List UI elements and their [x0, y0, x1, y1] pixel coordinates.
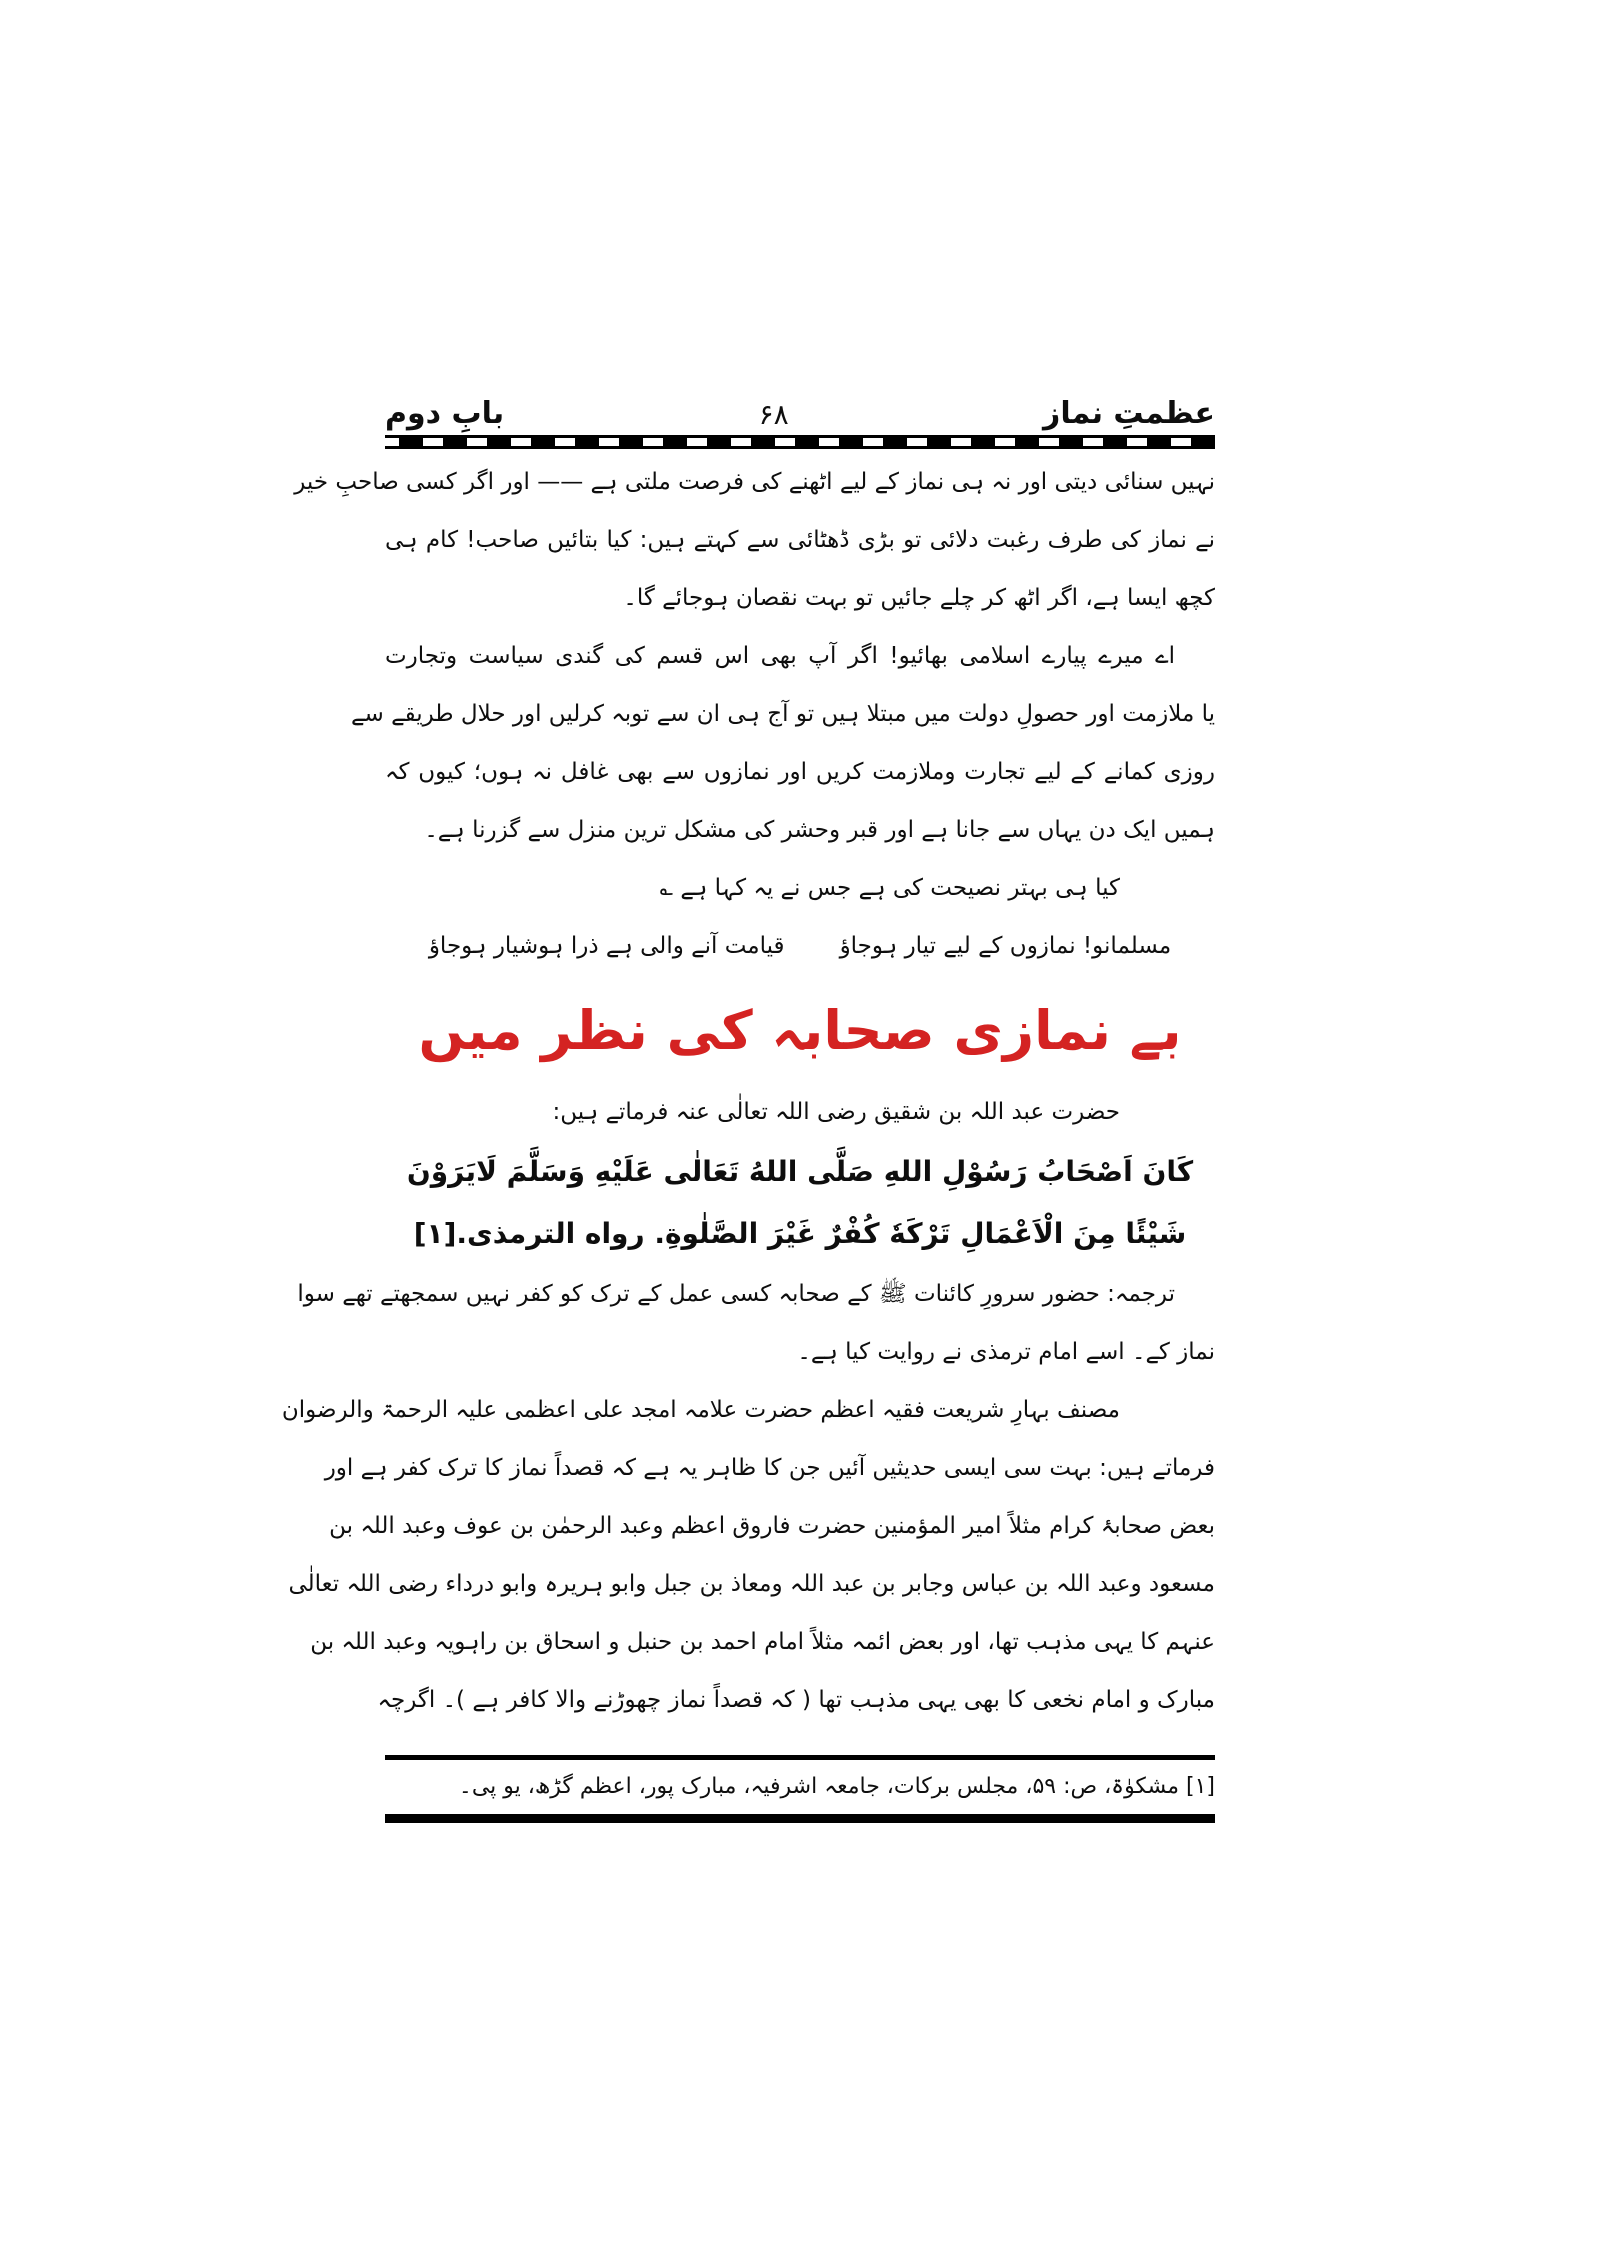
paragraph-6-line-4: مسعود وعبد اللہ بن عباس وجابر بن عبد اللہ ومعاذ بن جبل وابو ہریرہ وابو درداء رضی اللہ تعالٰی: [288, 1571, 1215, 1597]
header-book-title: عظمتِ نماز: [1043, 396, 1215, 431]
verse-second-hemistich: قیامت آنے والی ہے ذرا ہوشیار ہوجاؤ: [428, 933, 785, 959]
paragraph-6-line-5: عنہم کا یہی مذہب تھا، اور بعض ائمہ مثلاً امام احمد بن حنبل و اسحاق بن راہویہ وعبد اللہ بن: [310, 1629, 1215, 1655]
paragraph-2-line-3: روزی کمانے کے لیے تجارت وملازمت کریں اور نمازوں سے بھی غافل نہ ہوں؛ کیوں کہ: [385, 759, 1215, 785]
bottom-rule: [385, 1814, 1215, 1823]
footnote-text: [۱] مشکوٰۃ، ص: ۵۹، مجلس برکات، جامعہ اشرفیہ، مبارک پور، اعظم گڑھ، یو پی۔: [458, 1774, 1215, 1799]
translation-line-2: نماز کے۔ اسے امام ترمذی نے روایت کیا ہے۔: [797, 1339, 1215, 1365]
paragraph-1-line-3: کچھ ایسا ہے، اگر اٹھ کر چلے جائیں تو بہت نقصان ہوجائے گا۔: [623, 585, 1215, 611]
translation-paragraph: [297, 1265, 1215, 1381]
paragraph-6-line-2: فرماتے ہیں: بہت سی ایسی حدیثیں آئیں جن کا ظاہر یہ ہے کہ قصداً نماز کا ترک کفر ہے اور: [324, 1455, 1215, 1481]
paragraph-1: [294, 453, 1215, 627]
paragraph-6: [281, 1381, 1215, 1729]
paragraph-1-line-1: نہیں سنائی دیتی اور نہ ہی نماز کے لیے اٹھنے کی فرصت ملتی ہے —— اور اگر کسی صاحبِ خیر: [294, 469, 1215, 495]
arabic-line-2: شَيْئًا مِنَ الْاَعْمَالِ تَرْكَهٗ كُفْرٌ غَيْرَ الصَّلٰوةِ. رواه الترمذى.[۱]: [413, 1217, 1187, 1250]
paragraph-2-line-2: یا ملازمت اور حصولِ دولت میں مبتلا ہیں تو آج ہی ان سے توبہ کرلیں اور حلال طریقے سے: [351, 701, 1215, 727]
paragraph-6-line-3: بعض صحابۂ کرام مثلاً امیر المؤمنین حضرت فاروق اعظم وعبد الرحمٰن بن عوف وعبد اللہ بن: [329, 1513, 1215, 1539]
page-header: [385, 383, 1215, 431]
translation-line-1: ترجمہ: حضور سرورِ کائنات ﷺ کے صحابہ کسی عمل کے ترک کو کفر نہیں سمجھتے تھے سوا: [297, 1281, 1175, 1307]
paragraph-6-line-6: مبارک و امام نخعی کا بھی یہی مذہب تھا ( کہ قصداً نماز چھوڑنے والا کافر ہے )۔ اگرچہ: [377, 1687, 1215, 1713]
arabic-line-1: كَانَ اَصْحَابُ رَسُوْلِ اللهِ صَلَّى اللهُ تَعَالٰى عَلَيْهِ وَسَلَّمَ لَايَرَوْنَ: [406, 1155, 1194, 1188]
paragraph-6-line-1: مصنف بہارِ شریعت فقیہ اعظم حضرت علامہ امجد علی اعظمی علیہ الرحمۃ والرضوان: [281, 1397, 1120, 1423]
arabic-hadith: [385, 1141, 1215, 1265]
paragraph-3-line: کیا ہی بہتر نصیحت کی ہے جس نے یہ کہا ہے ؎: [659, 875, 1120, 901]
paragraph-1-line-2: نے نماز کی طرف رغبت دلائی تو بڑی ڈھٹائی سے کہتے ہیں: کیا بتائیں صاحب! کام ہی: [385, 527, 1215, 553]
verse-couplet: [385, 917, 1215, 975]
paragraph-2-line-1: اے میرے پیارے اسلامی بھائیو! اگر آپ بھی اس قسم کی گندی سیاست وتجارت: [385, 643, 1175, 669]
header-dashed-rule: [385, 435, 1215, 449]
paragraph-2-line-4: ہمیں ایک دن یہاں سے جانا ہے اور قبر وحشر کی مشکل ترین منزل سے گزرنا ہے۔: [424, 817, 1215, 843]
paragraph-4-line: حضرت عبد اللہ بن شقیق رضی اللہ تعالٰی عنہ فرماتے ہیں:: [552, 1099, 1120, 1125]
header-chapter-title: بابِ دوم: [385, 396, 505, 431]
section-heading: بے نمازی صحابہ کی نظر میں: [418, 999, 1182, 1062]
header-page-number: ۶۸: [758, 398, 789, 431]
paragraph-2: [351, 627, 1215, 859]
text-column: [281, 383, 1215, 1823]
verse-first-hemistich: مسلمانو! نمازوں کے لیے تیار ہوجاؤ: [839, 933, 1172, 959]
body-text: [281, 453, 1215, 1823]
